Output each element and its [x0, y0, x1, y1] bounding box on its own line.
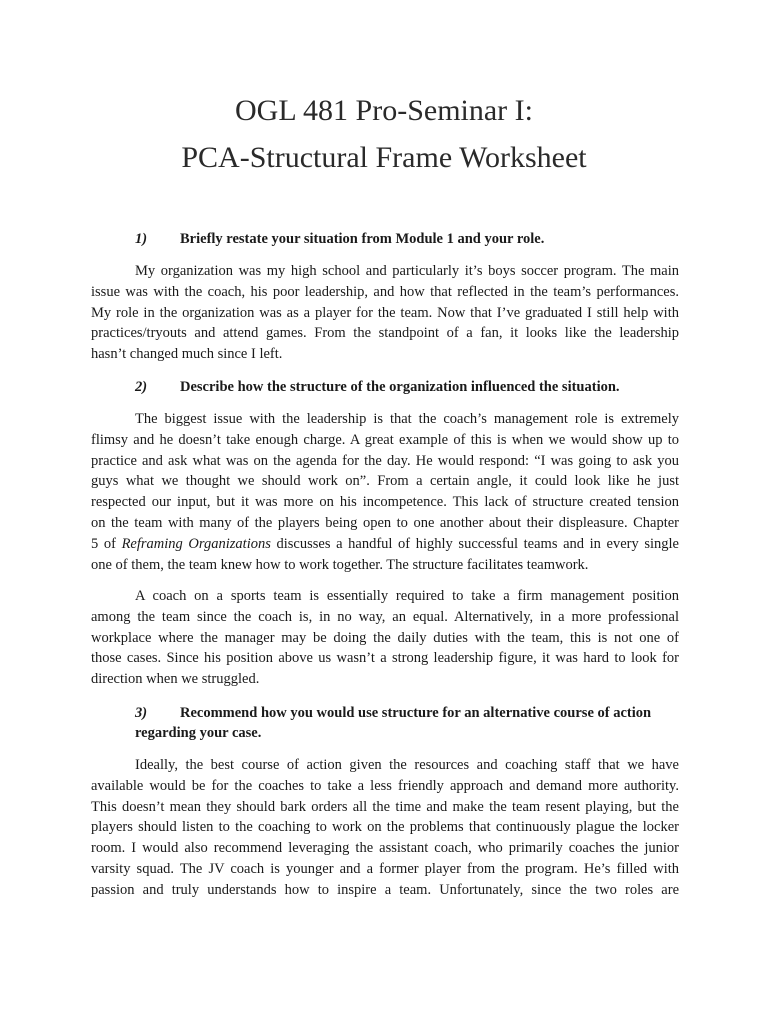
- paragraph-line: room. I would also recommend leveraging the assistant coach, who primarily coaches the junior: [91, 840, 679, 857]
- paragraph-line: practices/tryouts and attend games. From the standpoint of a fan, it looks like the leadership: [91, 325, 679, 342]
- paragraph-line: The biggest issue with the leadership is that the coach’s management role is extremely: [135, 411, 679, 427]
- line-text: 5 of: [91, 535, 122, 552]
- paragraph-line: respected our input, but it was more on his incompetence. This lack of structure created tension: [91, 494, 679, 511]
- paragraph-line: direction when we struggled.: [91, 671, 260, 688]
- paragraph-line: workplace where the manager may be doing the daily duties with the team, this is not one of: [91, 629, 679, 646]
- question-text: Describe how the structure of the organization influenced the situation.: [180, 379, 620, 395]
- paragraph-line: A coach on a sports team is essentially required to take a firm management position: [135, 588, 679, 604]
- paragraph-line: My role in the organization was as a player for the team. Now that I’ve graduated I still help with: [91, 304, 679, 321]
- paragraph-line: among the team since the coach is, in no way, an equal. Alternatively, in a more professional: [91, 608, 679, 625]
- paragraph-line: on the team with many of the players being open to one another about their displeasure. Chapter: [91, 514, 679, 531]
- page-title-line-1: OGL 481 Pro-Seminar I:: [234, 94, 533, 127]
- question-text: Briefly restate your situation from Module 1 and your role.: [180, 231, 545, 247]
- answer-paragraph-3: [91, 586, 679, 690]
- question-number: 2): [135, 379, 148, 395]
- question-1: [135, 229, 695, 249]
- paragraph-line: varsity squad. The JV coach is younger and a former player from the program. He’s filled with: [91, 860, 679, 877]
- page-title-line-2: PCA-Structural Frame Worksheet: [181, 141, 587, 174]
- paragraph-line: passion and truly understands how to inspire a team. Unfortunately, since the two roles are: [91, 881, 679, 898]
- answer-paragraph-2: [91, 409, 679, 575]
- line-text: discusses a handful of highly successful teams and in every single: [270, 535, 679, 552]
- paragraph-line: those cases. Since his position above us wasn’t a strong leadership figure, it was hard to look for: [91, 650, 679, 667]
- question-2: [135, 377, 695, 397]
- paragraph-line: available would be for the coaches to take a less friendly approach and demand more authority.: [91, 777, 679, 794]
- paragraph-line: one of them, the team knew how to work together. The structure facilitates teamwork.: [91, 556, 589, 573]
- paragraph-line: Ideally, the best course of action given the resources and coaching staff that we have: [135, 757, 679, 773]
- question-text-continued: regarding your case.: [135, 725, 262, 741]
- paragraph-line: players should listen to the coaching to work on the problems that continuously plague the locker: [91, 819, 679, 836]
- paragraph-line: This doesn’t mean they should bark orders all the time and make the team resent playing, but the: [91, 798, 679, 815]
- paragraph-line: issue was with the coach, his poor leadership, and how that reflected in the team’s performances.: [91, 283, 679, 300]
- answer-paragraph-1: [91, 261, 679, 365]
- book-title: Reframing Organizations: [121, 535, 271, 552]
- paragraph-line: My organization was my high school and particularly it’s boys soccer program. The main: [135, 263, 679, 279]
- question-number: 1): [135, 231, 148, 247]
- question-text: Recommend how you would use structure for an alternative course of action: [180, 705, 652, 721]
- paragraph-line: practice and ask what was on the agenda for the day. He would respond: “I was going to ask you: [91, 452, 679, 469]
- paragraph-line: hasn’t changed much since I left.: [91, 346, 283, 363]
- paragraph-line: flimsy and he doesn’t take enough charge. A great example of this is when we would show up to: [91, 431, 679, 448]
- question-3: [135, 703, 695, 743]
- answer-paragraph-4: [91, 755, 679, 901]
- paragraph-line: guys what we thought we should work on”. From a certain angle, it could look like he just: [91, 473, 679, 490]
- question-number: 3): [135, 705, 148, 721]
- paragraph-line: [91, 534, 679, 555]
